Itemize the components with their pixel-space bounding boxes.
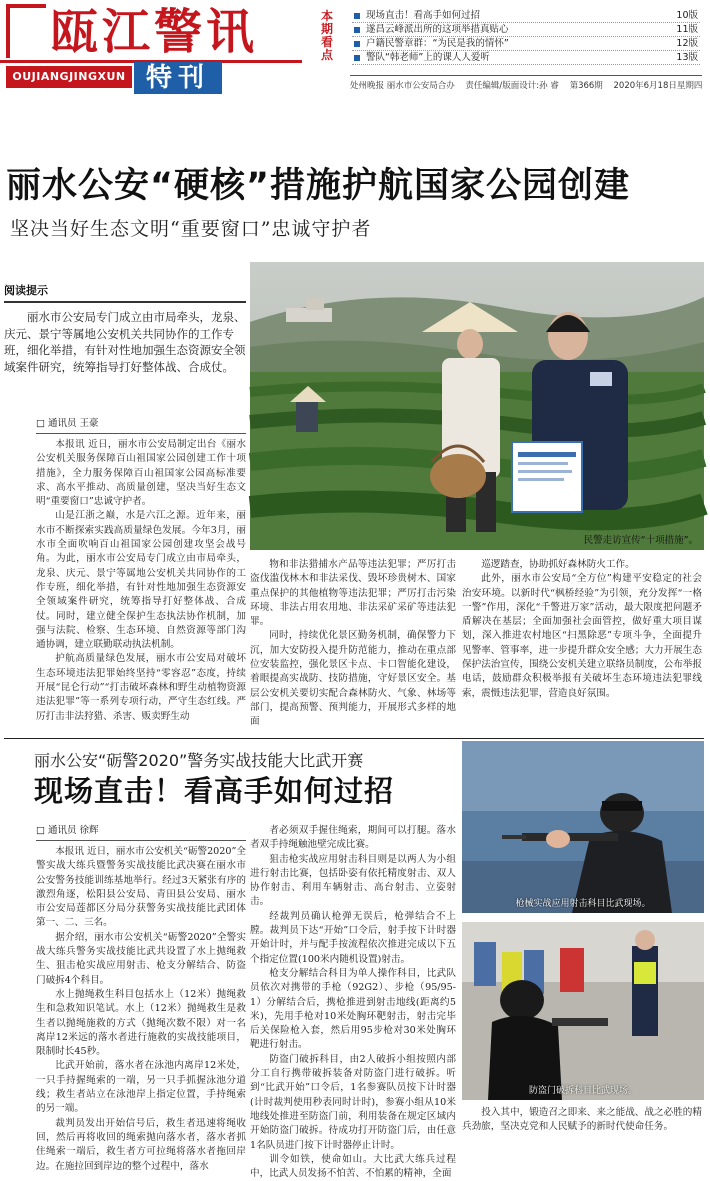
masthead-special-label: 特刊 [134, 62, 222, 94]
story2-column-2 [250, 824, 456, 1180]
breaching-photo-icon [462, 922, 704, 1100]
square-bullet-icon [354, 55, 360, 61]
toc-item-page: 12版 [676, 38, 698, 49]
masthead-date: 2020年6月18日星期四 [613, 81, 703, 91]
photo-door-breaching [462, 922, 704, 1100]
story2-paragraph: 防盗门破拆科目，由2人破拆小组按照内部分工自行携带破拆装备对防盗门进行破拆。听到“比武开始”口令后，1名参赛队员按下计时器(计时裁判使用秒表同时计时)，参赛小组从10米地线处推进至防盗门前，利用装备在规定区域内开始防盗门破拆。待成功打开防盗门后，由任意1名队员进门按下计时器停止计时。 [250, 1053, 456, 1151]
story2-paragraph: 枪支分解结合科目为单人操作科目，比武队员依次对携带的手枪（92G2）、步枪（95/95-1）分解结合后，携枪推进到射击地线(距离约5米)，先用手枪对10米处胸环靶射击，射击完毕后关保险枪入套，然后用95步枪对30米处胸环靶进行射击。 [250, 967, 456, 1051]
story2-paragraph: 者必须双手握住绳索，期间可以打腿。落水者双手持绳触池壁完成比赛。 [250, 825, 456, 851]
story2-paragraph: 本报讯 近日，丽水市公安机关“砺警2020”全警实战大练兵暨警务实战技能比武决赛在丽水市公安警务技能训练基地举行。经过3天紧张有序的激烈角逐，松阳县公安局、青田县公安局、丽水市公安局莲都区分局分获警务实战技能比武团体第一、二、三名。 [36, 846, 246, 929]
toc-item-title: 户籍民警章群：“为民是我的情怀” [366, 38, 509, 49]
masthead-sponsor: 处州晚报 丽水市公安局合办 [350, 81, 455, 91]
toc-item[interactable] [352, 9, 700, 23]
story1-headline: 丽水公安“硬核”措施护航国家公园创建 [6, 166, 631, 206]
photo1-caption: 民警走访宣传“十项措施”。 [583, 535, 698, 546]
this-issue-label: 本期看点 [320, 9, 333, 62]
square-bullet-icon [354, 13, 360, 19]
toc-item[interactable] [352, 37, 700, 51]
masthead-info-rule [350, 75, 702, 76]
story1-paragraph: 护航高质量绿色发展，丽水市公安局对破坏生态环境违法犯罪始终坚持“零容忍”态度，持续开展“昆仑行动”“打击破坏森林和野生动植物资源违法犯罪”等一系列专项行动，严守生态红线。严厉打击非法狩猎、杀害、贩卖野生动 [36, 653, 246, 722]
story2-paragraph: 水上抛绳救生科目包括水上（12米）抛绳救生和急救知识笔试。水上（12米）抛绳救生是救生者以抛绳施救的方式（抛绳次数不限）对一名离岸12米远的落水者进行施救的实战技能项目，限制时长45秒。 [36, 988, 246, 1058]
toc-item-page: 13版 [676, 52, 698, 63]
photo2-caption: 枪械实战应用射击科目比武现场。 [515, 899, 651, 909]
toc-item-title: 警队“韩老师”上的课人人爱听 [366, 52, 490, 63]
story1-paragraph: 巡逻踏查，协助抓好森林防火工作。 [481, 559, 635, 570]
story1-paragraph: 物和非法猎捕水产品等违法犯罪；严厉打击盗伐滥伐林木和非法采伐、毁坏珍贵树木、国家重点保护的其他植物等违法犯罪；严厉打击污染环境、非法占用农用地、非法采矿采矿等违法犯罪。 [250, 559, 456, 628]
masthead-issue: 第366期 [569, 81, 603, 91]
story2-byline: □ 通讯员 徐辉 [36, 824, 246, 841]
masthead-latin: OUJIANGJINGXUN [6, 66, 132, 88]
toc-item[interactable] [352, 23, 700, 37]
masthead-info [350, 80, 702, 92]
masthead-title: 瓯江警讯 [50, 4, 259, 60]
story1-column-3 [462, 558, 702, 734]
story2-paragraph: 比武开始前，落水者在泳池内离岸12米处，一只手持握绳索的一端，另一只手抓握泳池分道线；救生者站立在泳池岸上指定位置，手持绳索的另一端。 [36, 1060, 246, 1115]
story2-paragraph: 投入其中，锻造召之即来、来之能战、战之必胜的精兵劲旅，坚决克党和人民赋予的新时代使命任务。 [462, 1107, 702, 1133]
section-divider [4, 738, 704, 739]
square-bullet-icon [354, 41, 360, 47]
masthead [0, 0, 708, 94]
reading-tip-text: 丽水市公安局专门成立由市局牵头，龙泉、庆元、景宁等属地公安机关共同协作的工作专班，细化举措，有针对性地加强生态资源安全领域案件研究，统筹指导打好整体战、合成仗。 [4, 310, 246, 374]
reading-tip-title: 阅读提示 [4, 284, 48, 297]
story1-column-1 [36, 417, 246, 733]
photo3-caption: 防盗门破拆科目比武现场。 [528, 1086, 637, 1096]
toc-item-page: 11版 [676, 24, 698, 35]
story2-paragraph: 据介绍，丽水市公安机关“砺警2020”全警实战大练兵警务实战技能比武共设置了水上抛绳救生、狙击枪实战应用射击、枪支分解结合、防盗门破拆4个科目。 [36, 931, 246, 986]
table-of-contents [352, 9, 700, 65]
story2-headline: 现场直击！看高手如何过招 [34, 774, 395, 808]
story1-column-2 [250, 558, 456, 734]
story1-paragraph: 本报讯 近日，丽水市公安局制定出台《丽水公安机关服务保障百山祖国家公园创建工作十项措施》，全力服务保障百山祖国家公园高标准要求、高水平推动、高质量创建，坚决当好生态文明“重要窗口”忠诚守护者。 [36, 439, 246, 508]
square-bullet-icon [354, 27, 360, 33]
story2-paragraph: 经裁判员确认枪弹无误后，枪弹结合不上膛。裁判员下达“开始”口令后，射手按下计时器开始计时，并与配手按流程依次推进完成以下五个指定位置(100米内随机设置)射击。 [250, 910, 456, 965]
toc-item[interactable] [352, 51, 700, 65]
story1-paragraph: 此外，丽水市公安局“全方位”构建平安稳定的社会治安环境。以新时代“枫桥经验”为引领，充分发挥“一格一警”作用，深化“千警进万家”活动，最大限度把问题矛盾解决在基层；全面加强社会面管控，做好重大项目谋划，深入推进农村地区“扫黑除恶”专项斗争，全面提升见警率、管事率，进一步提升群众安全感；大力开展生态保护法治宣传，围绕公安机关建立联络员制度，公布举报电话，鼓励群众积极举报有关破坏生态环境违法犯罪线索，震慑违法犯罪，营造良好氛围。 [462, 573, 702, 699]
story1-byline: □ 通讯员 王豪 [36, 417, 246, 434]
toc-item-page: 10版 [676, 10, 698, 21]
story2-kicker: 丽水公安“砺警2020”警务实战技能大比武开赛 [34, 751, 364, 770]
story1-paragraph: 山是江浙之巅，水是六江之源。近年来，丽水市不断探索实践高质量绿色发展。今年3月，丽水市全面吹响百山祖国家公园创建攻坚会战号角。为此，丽水市公安局专门成立由市局牵头，龙泉、庆元、景宁等属地公安机关共同协作的工作专班，细化举措，有针对性地加强生态资源安全领域案件研究，统筹指导打好整体战、合成仗。同时，建立健全保护生态执法协作机制，加强与法院、检察、生态环境、自然资源等部门沟通协调，建立联勤联动执法机制。 [36, 510, 246, 651]
masthead-editors: 责任编辑/版面设计:孙 睿 [465, 81, 559, 91]
photo-gun-shooting [462, 741, 704, 913]
toc-item-title: 遂昌云峰派出所的这项举措真贴心 [366, 24, 509, 35]
story2-paragraph: 狙击枪实战应用射击科目则是以两人为小组进行射击比赛，包括卧姿有依托精度射击、双人协作射击、利用车辆射击、高台射击、立姿射击。 [250, 853, 456, 908]
shooting-photo-icon [462, 741, 704, 913]
story2-column-1 [36, 824, 246, 1172]
tea-garden-photo-icon [250, 262, 704, 550]
story2-column-3 [462, 1106, 702, 1158]
toc-item-title: 现场直击！看高手如何过招 [366, 10, 481, 21]
reading-tip-box [4, 283, 246, 407]
story2-paragraph: 裁判员发出开始信号后，救生者迅速将绳收回，然后再将收回的绳索抛向落水者，落水者抓住绳索一端后，救生者方可拉绳将落水者拖回岸边。在施拉回到岸边的整个过程中，落水 [36, 1117, 246, 1172]
story1-paragraph: 同时，持续优化景区勤务机制，确保警力下沉，加大安防投入提升防范能力，推动在重点部位安装监控，强化景区卡点、卡口智能化建设，着眼提高实战防、技防措施，守好景区安全。基层公安机关要切实配合森林防火、气象、林场等部门，提高预警、预判能力，开展形式多样的地面 [250, 630, 456, 728]
photo-tea-garden-police [250, 262, 704, 550]
story2-paragraph: 训令如铁，使命如山。大比武大练兵过程中，比武人员发扬不怕苦、不怕累的精神，全面 [250, 1153, 456, 1180]
reading-tip-rule [4, 301, 246, 303]
story1-subhead: 坚决当好生态文明“重要窗口”忠诚守护者 [10, 218, 372, 240]
